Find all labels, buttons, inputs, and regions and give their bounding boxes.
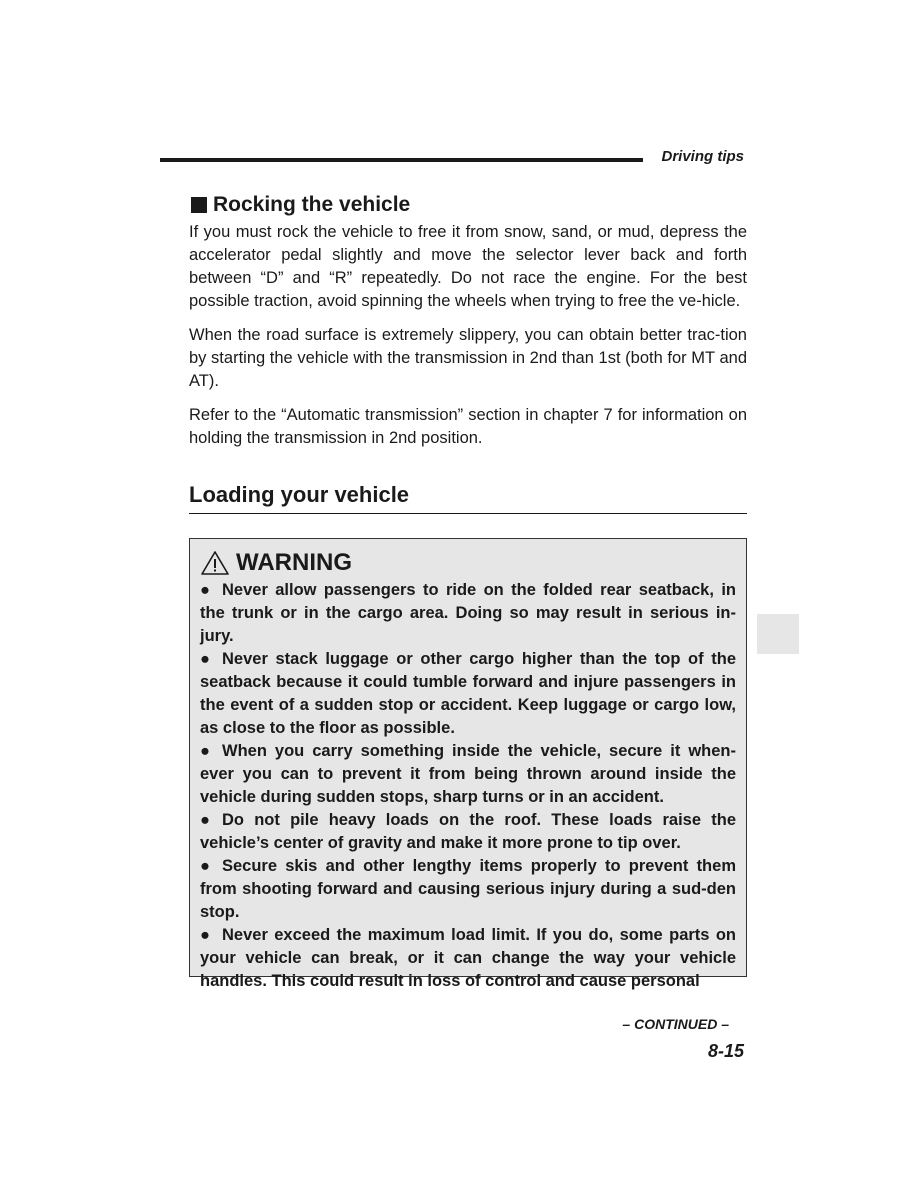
warning-item [200, 740, 736, 809]
rocking-title: Rocking the vehicle [213, 193, 411, 216]
warning-item [200, 924, 736, 993]
warning-item-text: When you carry something inside the vehicle, secure it when-ever you can to prevent it from being thrown around inside the vehicle during sudden stops, sharp turns or in an accident. [200, 742, 736, 806]
warning-item-text: Do not pile heavy loads on the roof. These loads raise the vehicle’s center of gravity and make it more prone to tip over. [200, 811, 736, 852]
rocking-paragraph-1: If you must rock the vehicle to free it from snow, sand, or mud, depress the accelerator pedal slightly and move the selector lever back and forth between “D” and “R” repeatedly. Do not race the engine. For the best possible traction, avoid spinning the wheels when trying to free the ve-hicle. [189, 223, 747, 310]
warning-box [189, 538, 747, 990]
rocking-paragraph-3: Refer to the “Automatic transmission” section in chapter 7 for information on holding the transmission in 2nd position. [189, 406, 747, 447]
bullet-icon: ● [200, 742, 210, 760]
warning-triangle-icon [200, 550, 230, 576]
bullet-icon: ● [200, 857, 210, 875]
bullet-icon: ● [200, 650, 210, 668]
rocking-heading [189, 192, 747, 218]
warning-item-text: Never allow passengers to ride on the folded rear seatback, in the trunk or in the cargo area. Doing so may result in serious in-jury. [200, 581, 736, 645]
warning-item [200, 579, 736, 648]
bullet-icon: ● [200, 926, 210, 944]
rocking-paragraph-2: When the road surface is extremely slippery, you can obtain better trac-tion by starting the vehicle with the transmission in 2nd than 1st (both for MT and AT). [189, 326, 747, 390]
page-content [189, 192, 747, 990]
warning-item-text: Never exceed the maximum load limit. If you do, some parts on your vehicle can break, or it can change the way your vehicle handles. This could result in loss of control and cause personal [200, 926, 736, 990]
warning-item [200, 809, 736, 855]
warning-title: WARNING [236, 549, 352, 576]
running-head: Driving tips [661, 148, 744, 165]
bullet-icon: ● [200, 581, 210, 599]
header-rule [160, 158, 643, 162]
warning-item-text: Secure skis and other lengthy items properly to prevent them from shooting forward and causing serious injury during a sud-den stop. [200, 857, 736, 921]
page-number: 8-15 [707, 1041, 744, 1061]
continued-label: – CONTINUED – [622, 1016, 729, 1032]
chapter-thumb-tab [757, 614, 799, 654]
square-bullet-icon [191, 197, 207, 213]
warning-heading [200, 549, 736, 577]
warning-item-text: Never stack luggage or other cargo higher than the top of the seatback because it could tumble forward and injure passengers in the event of a sudden stop or accident. Keep luggage or cargo low, as close to the floor as possible. [200, 650, 736, 737]
loading-section-title: Loading your vehicle [189, 480, 747, 514]
warning-item [200, 648, 736, 740]
warning-item [200, 855, 736, 924]
bullet-icon: ● [200, 811, 210, 829]
